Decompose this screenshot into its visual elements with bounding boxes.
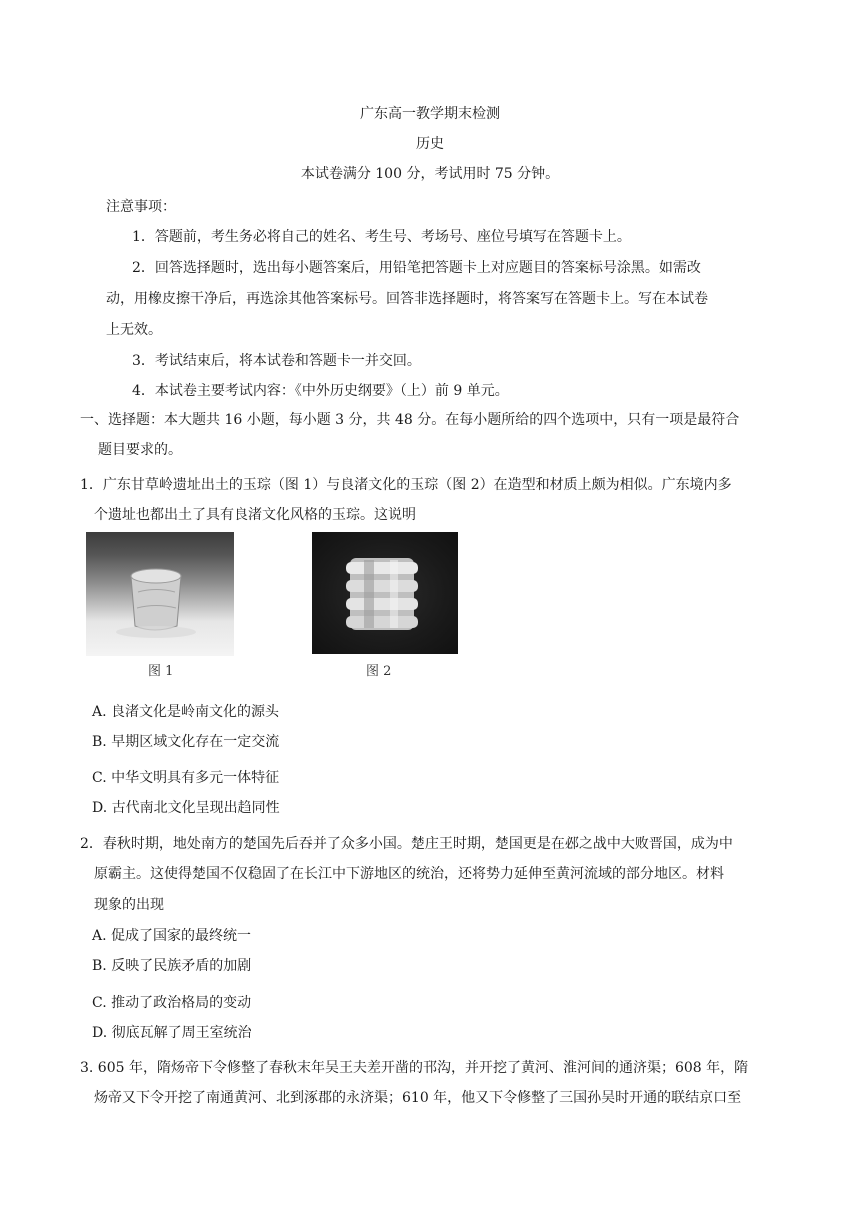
figure-2-jade-cong-photo bbox=[312, 532, 458, 654]
q1-stem-line-2: 个遗址也都出土了具有良渚文化风格的玉琮。这说明 bbox=[94, 507, 416, 523]
q2-option-d: D. 彻底瓦解了周王室统治 bbox=[92, 1025, 252, 1041]
q3-stem-line-1: 3. 605 年，隋炀帝下令修整了春秋末年吴王夫差开凿的邗沟，并开挖了黄河、淮河间的通济渠；608 年，隋 bbox=[80, 1060, 749, 1076]
exam-info: 本试卷满分 100 分，考试用时 75 分钟。 bbox=[300, 166, 560, 182]
q1-option-d: D. 古代南北文化呈现出趋同性 bbox=[92, 800, 280, 816]
q2-option-c: C. 推动了政治格局的变动 bbox=[92, 995, 252, 1011]
figure-2-caption: 图 2 bbox=[366, 664, 392, 679]
q1-option-b: B. 早期区域文化存在一定交流 bbox=[92, 734, 280, 750]
q2-option-a: A. 促成了国家的最终统一 bbox=[92, 928, 252, 944]
q2-stem-line-2: 原霸主。这使得楚国不仅稳固了在长江中下游地区的统治，还将势力延伸至黄河流域的部分地区。材料 bbox=[94, 866, 724, 882]
section-1-line-2: 题目要求的。 bbox=[98, 442, 182, 458]
q2-option-b: B. 反映了民族矛盾的加剧 bbox=[92, 958, 252, 974]
figure-1-caption: 图 1 bbox=[148, 664, 174, 679]
note-item-4: 4．本试卷主要考试内容：《中外历史纲要》（上）前 9 单元。 bbox=[132, 383, 509, 399]
note-item-2-line-3: 上无效。 bbox=[106, 322, 162, 338]
note-item-2-line-1: 2．回答选择题时，选出每小题答案后，用铅笔把答题卡上对应题目的答案标号涂黑。如需改 bbox=[132, 260, 701, 276]
q2-stem-line-3: 现象的出现 bbox=[94, 897, 164, 913]
note-item-1: 1．答题前，考生务必将自己的姓名、考生号、考场号、座位号填写在答题卡上。 bbox=[132, 229, 631, 245]
exam-title: 广东高一教学期末检测 bbox=[360, 106, 500, 122]
q1-option-c: C. 中华文明具有多元一体特征 bbox=[92, 770, 280, 786]
q1-option-a: A. 良渚文化是岭南文化的源头 bbox=[92, 704, 280, 720]
subject-title: 历史 bbox=[416, 136, 444, 152]
notes-heading: 注意事项： bbox=[106, 199, 176, 215]
section-1-line-1: 一、选择题：本大题共 16 小题，每小题 3 分，共 48 分。在每小题所给的四个选项中，只有一项是最符合 bbox=[80, 412, 740, 428]
figure-1-jade-cong-photo bbox=[86, 532, 234, 656]
note-item-2-line-2: 动，用橡皮擦干净后，再选涂其他答案标号。回答非选择题时，将答案写在答题卡上。写在本试卷 bbox=[106, 291, 708, 307]
q3-stem-line-2: 炀帝又下令开挖了南通黄河、北到涿郡的永济渠；610 年，他又下令修整了三国孙吴时开通的联结京口至 bbox=[94, 1090, 742, 1106]
note-item-3: 3．考试结束后，将本试卷和答题卡一并交回。 bbox=[132, 353, 421, 369]
q2-stem-line-1: 2．春秋时期，地处南方的楚国先后吞并了众多小国。楚庄王时期，楚国更是在邲之战中大败晋国，成为中 bbox=[80, 836, 733, 852]
q1-stem-line-1: 1．广东甘草岭遗址出土的玉琮（图 1）与良渚文化的玉琮（图 2）在造型和材质上颇为相似。广东境内多 bbox=[80, 477, 732, 493]
